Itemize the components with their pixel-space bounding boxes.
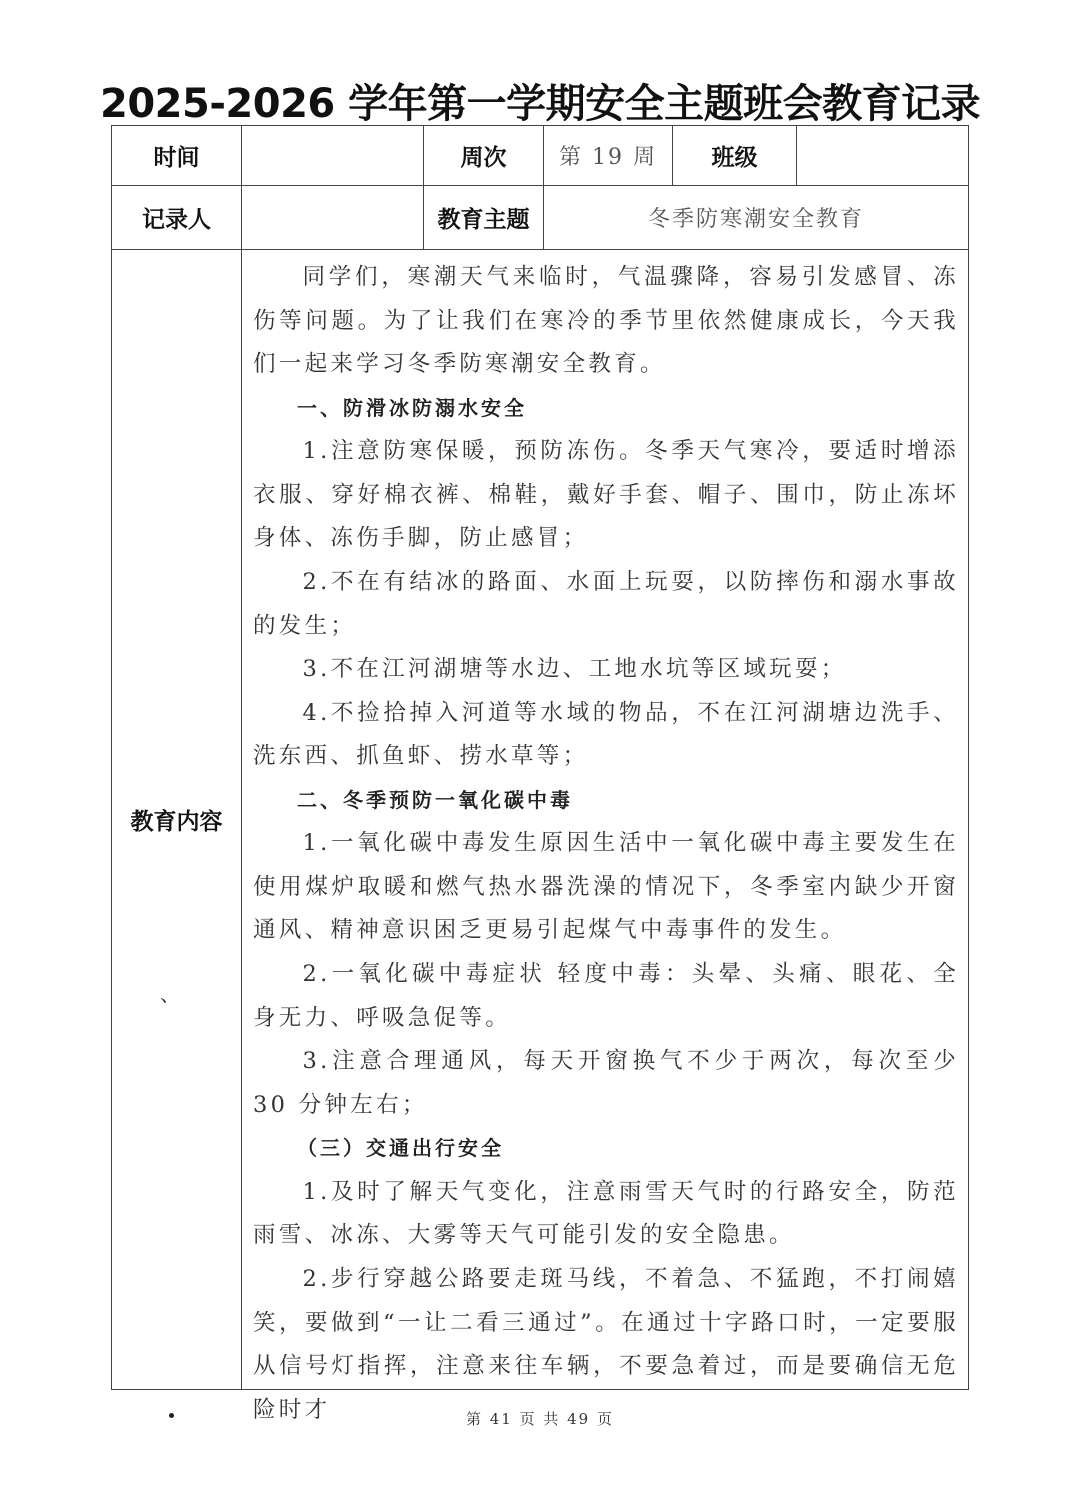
class-value (797, 126, 969, 186)
time-value (242, 126, 424, 186)
stray-mark: 、 (160, 982, 180, 1006)
content-paragraph: 1.一氧化碳中毒发生原因生活中一氧化碳中毒主要发生在使用煤炉取暖和燃气热水器洗澡的情况下，冬季室内缺少开窗通风、精神意识困乏更易引起煤气中毒事件的发生。 (253, 830, 959, 944)
content-paragraph: 2.一氧化碳中毒症状 轻度中毒：头晕、头痛、眼花、全身无力、呼吸急促等。 (253, 961, 959, 1031)
page-title: 2025-2026 学年第一学期安全主题班会教育记录 (100, 81, 981, 127)
content-label: 教育内容 (112, 250, 242, 1390)
content-paragraph: 2.不在有结冰的路面、水面上玩耍，以防摔伤和溺水事故的发生； (253, 568, 959, 639)
recorder-value (242, 186, 424, 250)
page-footer: 第 41 页 共 49 页 (465, 1410, 614, 1428)
content-paragraph: 3.不在江河湖塘等水边、工地水坑等区域玩耍； (302, 656, 847, 683)
content-paragraph: 同学们，寒潮天气来临时，气温骤降，容易引发感冒、冻伤等问题。为了让我们在寒冷的季节里依然健康成长，今天我们一起来学习冬季防寒潮安全教育。 (253, 264, 959, 378)
content-paragraph: 1.及时了解天气变化，注意雨雪天气时的行路安全，防范雨雪、冰冻、大雾等天气可能引发的安全隐患。 (253, 1178, 959, 1249)
week-value: 第 19 周 (544, 126, 673, 186)
topic-label: 教育主题 (424, 186, 544, 250)
topic-value: 冬季防寒潮安全教育 (544, 186, 969, 250)
content-paragraph: 4.不捡拾掉入河道等水域的物品，不在江河湖塘边洗手、洗东西、抓鱼虾、捞水草等； (253, 699, 959, 770)
section-heading: 一、防滑冰防溺水安全 (297, 395, 527, 420)
section-heading: 二、冬季预防一氧化碳中毒 (297, 787, 573, 812)
content-paragraph: 1.注意防寒保暖，预防冻伤。冬季天气寒冷，要适时增添衣服、穿好棉衣裤、棉鞋，戴好手套、帽子、围巾，防止冻坏身体、冻伤手脚，防止感冒； (253, 438, 959, 552)
class-label: 班级 (673, 126, 797, 186)
time-label: 时间 (112, 126, 242, 186)
section-heading: （三）交通出行安全 (297, 1136, 504, 1161)
content-paragraph: 3.注意合理通风，每天开窗换气不少于两次，每次至少 30 分钟左右； (253, 1048, 959, 1118)
recorder-label: 记录人 (112, 186, 242, 250)
week-label: 周次 (424, 126, 544, 186)
content-paragraph: 2.步行穿越公路要走斑马线，不着急、不猛跑，不打闹嬉笑，要做到“一让二看三通过”。在通过十字路口时，一定要服从信号灯指挥，注意来往车辆，不要急着过，而是要确信无危险时才 (253, 1265, 959, 1423)
